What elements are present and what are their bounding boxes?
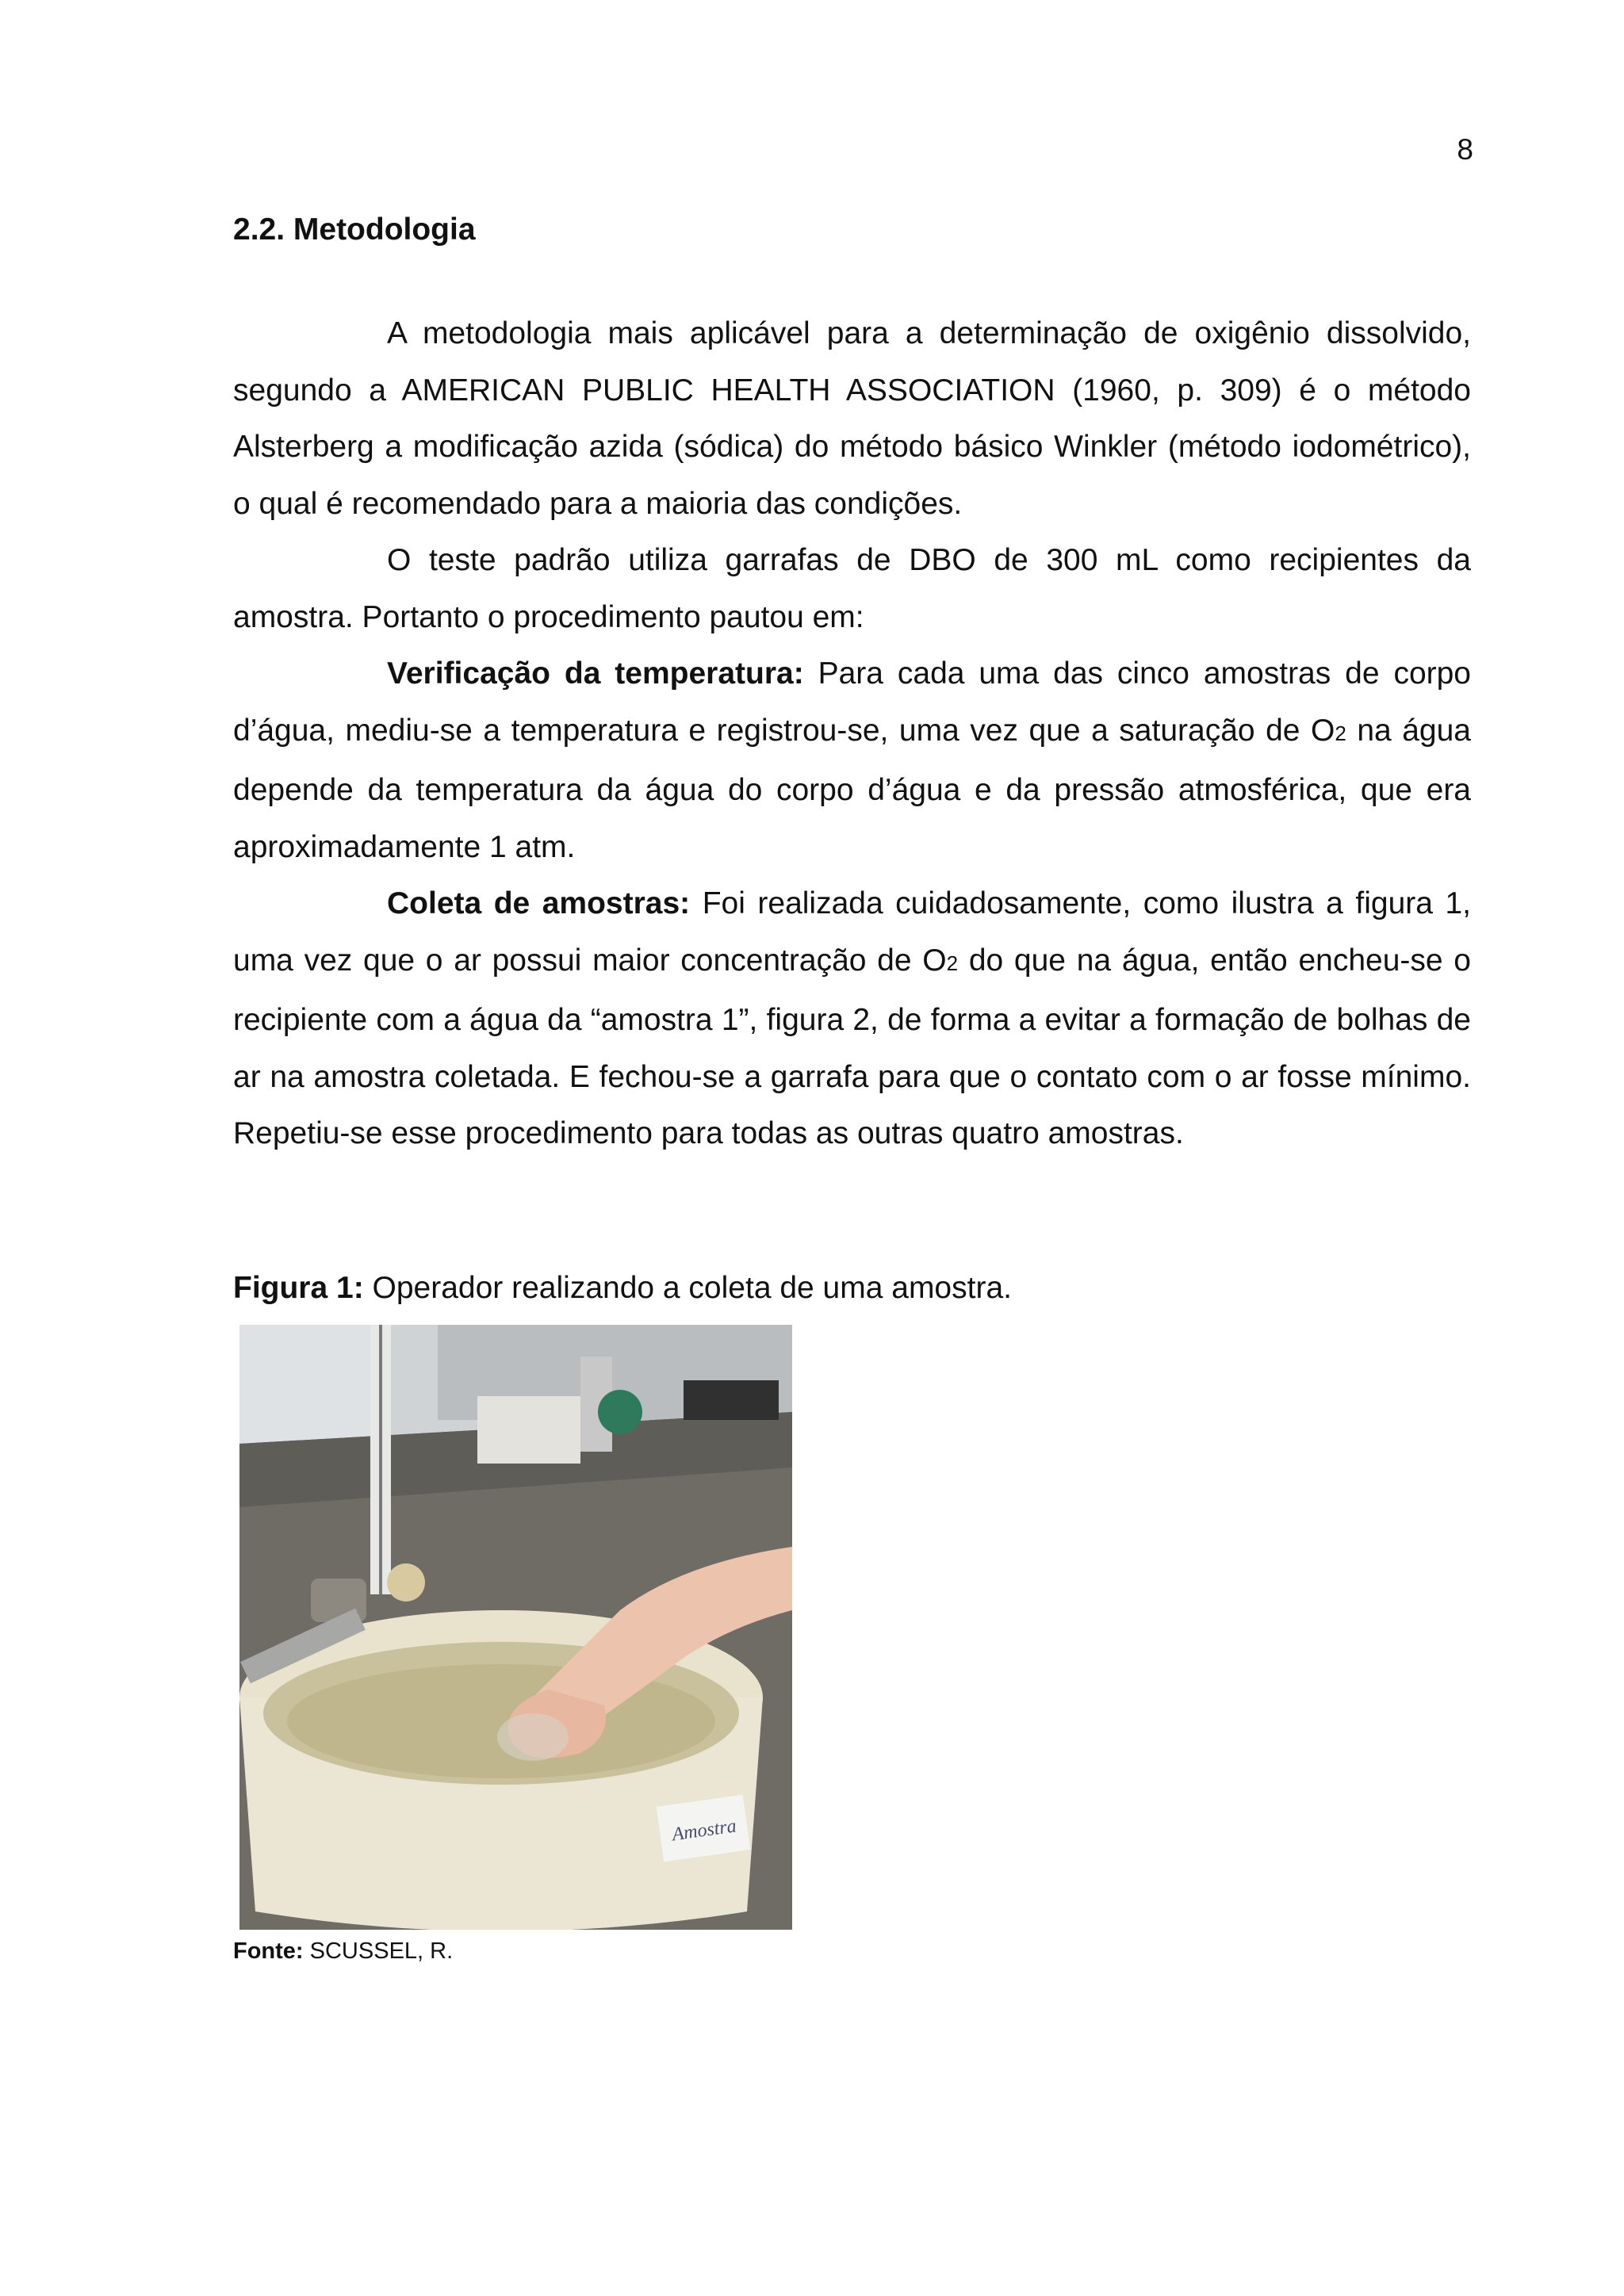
figure-caption-text: Operador realizando a coleta de uma amostra. — [363, 1271, 1012, 1305]
paragraph-standard-test — [233, 532, 1471, 645]
body-text — [233, 305, 1471, 1162]
paragraph-text: Foi realizada cuidadosamente, como ilustra a figura 1, uma vez que o ar possui maior concentração de O — [233, 886, 1471, 978]
paragraph-text: Para cada uma das cinco amostras de corpo d’água, mediu-se a temperatura e registrou-se, uma vez que a saturação de O — [233, 656, 1471, 748]
source-label: Fonte: — [233, 1938, 304, 1964]
paragraph-text: A metodologia mais aplicável para a determinação de oxigênio dissolvido, segundo a AMERICAN PUBLIC HEALTH ASSOCIATION (1960, p. 309) é o método Alsterberg a modificação azida (sódica) do método básico Winkler (método iodométrico), o qual é recomendado para a maioria das condições. — [233, 316, 1471, 521]
page-number: 8 — [1457, 133, 1473, 166]
paragraph-methodology — [233, 305, 1471, 532]
paragraph-label: Verificação da temperatura: — [387, 656, 804, 691]
bucket-label-text: Amostra — [670, 1816, 738, 1846]
paragraph-label: Coleta de amostras: — [387, 886, 691, 920]
figure-source — [233, 1938, 453, 1965]
figure-caption — [233, 1271, 1012, 1306]
subscript: 2 — [946, 951, 959, 975]
paragraph-text: O teste padrão utiliza garrafas de DBO de 300 mL como recipientes da amostra. Portanto o procedimento pautou em: — [233, 543, 1471, 634]
paragraph-sample-collection — [233, 875, 1471, 1162]
section-heading: 2.2. Metodologia — [233, 212, 476, 247]
source-text: SCUSSEL, R. — [303, 1938, 454, 1964]
subscript: 2 — [1335, 721, 1346, 745]
paragraph-temperature — [233, 645, 1471, 875]
paragraph-text: do que na água, então encheu-se o recipiente com a água da “amostra 1”, figura 2, de forma a evitar a formação de bolhas de ar na amostra coletada. E fechou-se a garrafa para que o contato com o ar fosse mínimo. Repetiu-se esse procedimento para todas as outras quatro amostras. — [233, 943, 1471, 1150]
paragraph-text: na água depende da temperatura da água do corpo d’água e da pressão atmosférica, que era aproximadamente 1 atm. — [233, 713, 1472, 864]
figure-photo — [239, 1325, 792, 1930]
figure-label: Figura 1: — [233, 1271, 364, 1305]
